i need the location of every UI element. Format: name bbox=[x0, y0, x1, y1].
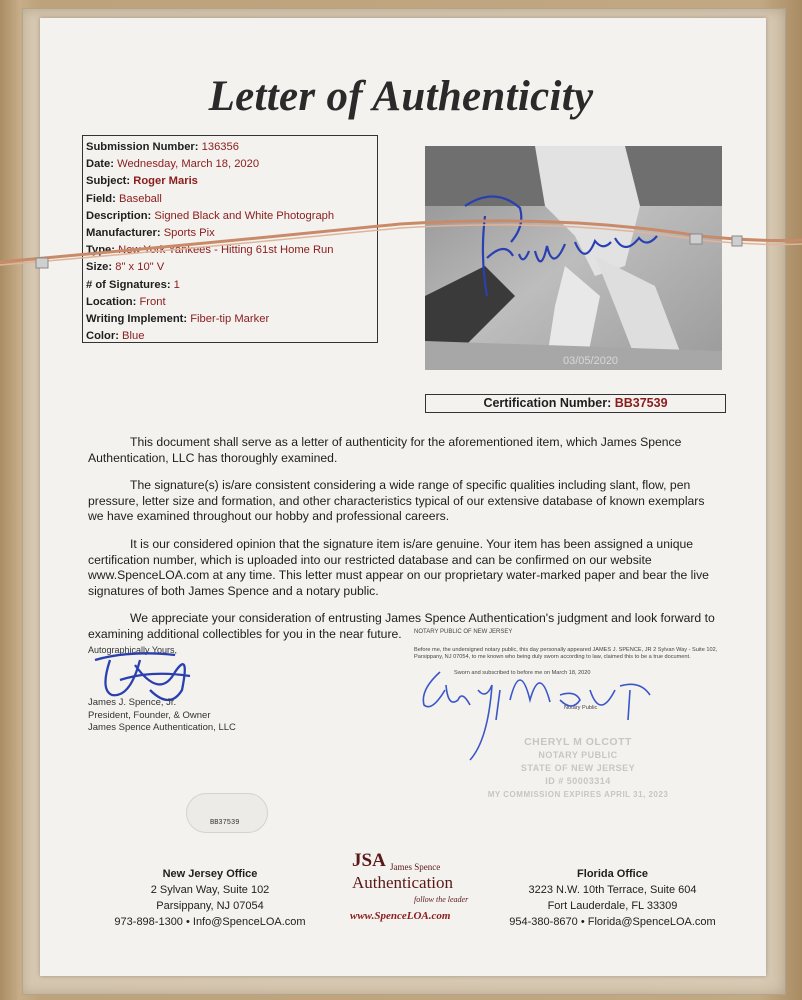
subject-row: Subject: Roger Maris bbox=[86, 175, 198, 188]
field-row: Field: Baseball bbox=[86, 192, 162, 205]
signer-title: President, Founder, & Owner bbox=[88, 709, 211, 721]
nj-office-heading: New Jersey Office bbox=[162, 868, 258, 880]
signatures-count-row: # of Signatures: 1 bbox=[86, 278, 180, 291]
type-row: Type: New York Yankees - Hitting 61st Home Run bbox=[86, 244, 334, 257]
manufacturer-row: Manufacturer: Sports Pix bbox=[86, 227, 215, 240]
signed-photograph bbox=[425, 146, 722, 370]
page-title: Letter of Authenticity bbox=[208, 73, 594, 120]
item-info-box bbox=[82, 135, 378, 343]
description-row: Description: Signed Black and White Photograph bbox=[86, 209, 335, 222]
field-value: Baseball bbox=[118, 192, 162, 205]
certification-number-box bbox=[425, 394, 726, 413]
description-value: Signed Black and White Photograph bbox=[154, 209, 335, 222]
hologram-sticker bbox=[186, 793, 268, 833]
body-paragraph: This document shall serve as a letter of authenticity for the aforementioned item, which James Spence Authentication, LLC has thoroughly examined. bbox=[88, 435, 682, 465]
writing-implement-row: Writing Implement: Fiber-tip Marker bbox=[86, 313, 270, 326]
jsa-logo: JSA James Spence Authentication follow the leader www.SpenceLOA.com bbox=[350, 850, 469, 922]
notary-stamp: CHERYL M OLCOTT NOTARY PUBLIC STATE OF NEW JERSEY ID # 50003314 MY COMMISSION EXPIRES APRIL 31, 2023 bbox=[487, 736, 669, 799]
certification-number: BB37539 bbox=[614, 396, 668, 410]
body-paragraph: It is our considered opinion that the signature item is/are genuine. Your item has been assigned a unique certification number, which is uploaded into our restricted database and can be confirmed on our website www.SpenceLOA.com at any time. This letter must appear on our proprietary water-marked paper and bear the live signatures of both James Spence and a notary public. bbox=[88, 536, 709, 598]
letter-body bbox=[88, 435, 720, 655]
location-value: Front bbox=[139, 295, 166, 308]
signatures-count-value: 1 bbox=[173, 278, 180, 291]
signer-company: James Spence Authentication, LLC bbox=[88, 722, 236, 733]
notary-sworn-line: Sworn and subscribed to before me on March 18, 2020 bbox=[454, 670, 591, 676]
type-value: New York Yankees - Hitting 61st Home Run bbox=[118, 244, 334, 257]
size-value: 8" x 10" V bbox=[115, 261, 165, 274]
notary-heading: NOTARY PUBLIC OF NEW JERSEY bbox=[414, 629, 513, 635]
writing-implement-value: Fiber-tip Marker bbox=[190, 313, 270, 326]
subject-value: Roger Maris bbox=[133, 175, 198, 188]
fl-office: Florida Office 3223 N.W. 10th Terrace, Suite 604 Fort Lauderdale, FL 33309 954-380-8670 • Florida@SpenceLOA.com bbox=[505, 866, 720, 930]
sticker-code: BB37539 bbox=[210, 819, 240, 827]
notary-block bbox=[414, 629, 724, 712]
submission-number-row: Submission Number: 136356 bbox=[86, 141, 239, 153]
body-paragraph: The signature(s) is/are consistent considering a wide range of specific qualities including slant, flow, pen pressure, letter size and formation, and other characteristics typical of our extensive database of known exemplars we have examined throughout our hobby and professional careers. bbox=[88, 478, 705, 524]
date-value: Wednesday, March 18, 2020 bbox=[117, 158, 260, 171]
date-row: Date: Wednesday, March 18, 2020 bbox=[86, 158, 260, 171]
signer-block bbox=[88, 697, 236, 735]
color-row: Color: Blue bbox=[86, 330, 145, 343]
fl-office-heading: Florida Office bbox=[577, 868, 648, 880]
size-row: Size: 8" x 10" V bbox=[86, 261, 165, 274]
submission-number-value: 136356 bbox=[201, 141, 239, 153]
signer-name: James J. Spence, Jr. bbox=[88, 697, 177, 708]
photo-date-stamp: 03/05/2020 bbox=[563, 355, 619, 367]
color-value: Blue bbox=[122, 330, 145, 343]
closing-salutation: Autographically Yours, bbox=[88, 645, 178, 655]
notary-signature-label: Notary Public bbox=[564, 705, 598, 711]
location-row: Location: Front bbox=[86, 295, 166, 308]
nj-office: New Jersey Office 2 Sylvan Way, Suite 102 Parsippany, NJ 07054 973-898-1300 • Info@SpenceLOA.com bbox=[105, 866, 315, 930]
body-paragraph: We appreciate your consideration of entrusting James Spence Authentication's judgment and look forward to examining additional collectibles for you in the near future. bbox=[88, 611, 715, 641]
notary-statement: Before me, the undersigned notary public, this day personally appeared JAMES J. SPENCE, JR 2 Sylvan Way - Suite 102, Parsippany, NJ 07054, to me known who being duly sworn according to law, claimed this to be a true document. bbox=[414, 647, 718, 660]
manufacturer-value: Sports Pix bbox=[163, 227, 215, 240]
certification-label: Certification Number: bbox=[483, 396, 612, 410]
